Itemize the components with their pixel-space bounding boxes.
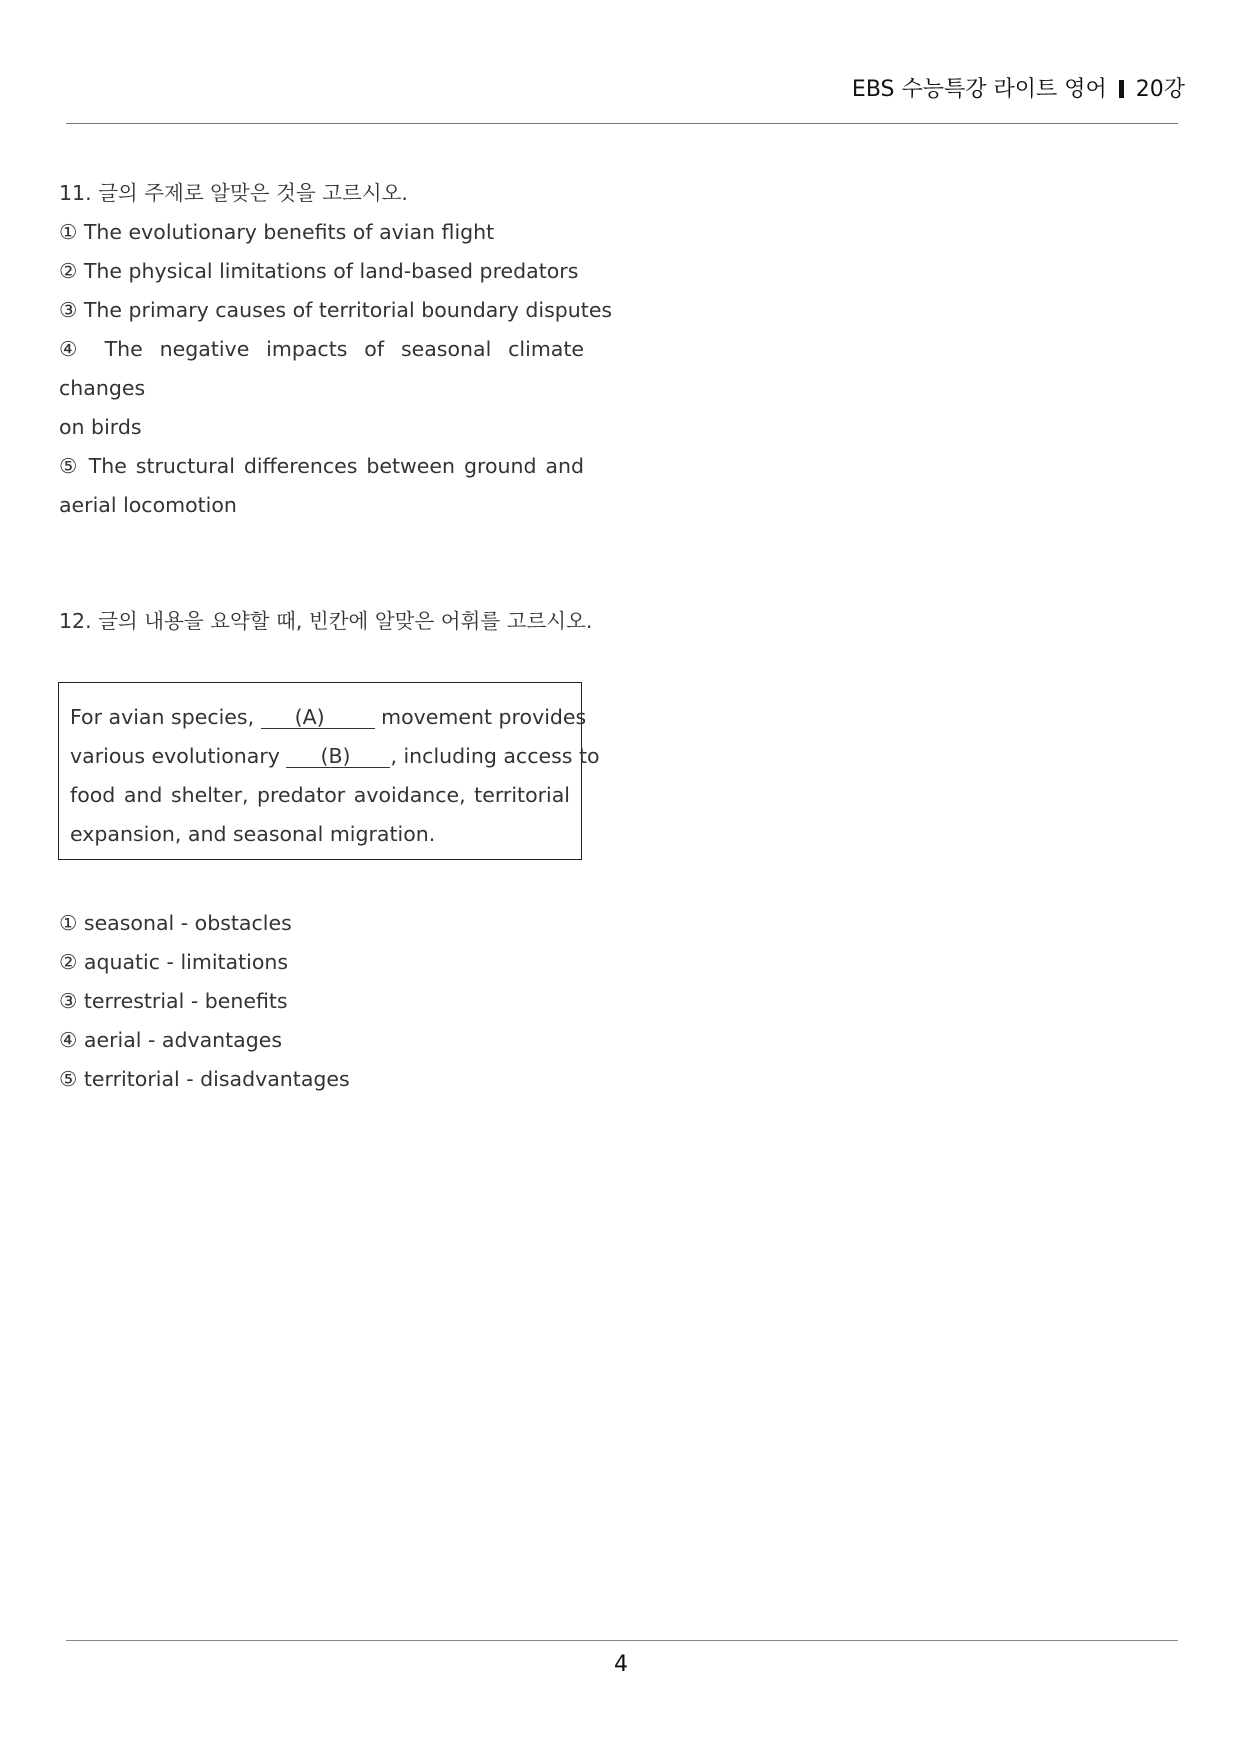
summary-line-4: expansion, and seasonal migration. [70, 822, 436, 846]
summary-text: For avian species, [70, 705, 255, 729]
question-12-choice-5: ⑤ territorial - disadvantages [59, 1067, 350, 1091]
question-12-prompt: 12. 글의 내용을 요약할 때, 빈칸에 알맞은 어휘를 고르시오. [59, 609, 593, 633]
footer-divider [66, 1640, 1178, 1641]
question-11-choice-4: ④ The negative impacts of seasonal climate changes [59, 337, 584, 400]
page-header [852, 72, 1185, 103]
header-title: EBS 수능특강 라이트 영어 [851, 77, 1107, 102]
question-12-choice-2: ② aquatic - limitations [59, 950, 289, 974]
page-number: 4 [614, 1652, 628, 1677]
question-11-choice-4-cont: on birds [59, 415, 142, 439]
question-12-choice-1: ① seasonal - obstacles [59, 911, 292, 935]
summary-line-2 [70, 737, 600, 776]
blank-a: (A) [261, 706, 375, 729]
question-11-choice-1: ① The evolutionary benefits of avian flight [59, 220, 495, 244]
question-11-choice-3: ③ The primary causes of territorial boundary disputes [59, 298, 613, 322]
header-lesson: 20강 [1135, 77, 1185, 102]
summary-line-1 [70, 698, 587, 737]
question-11-choice-2: ② The physical limitations of land-based predators [59, 259, 579, 283]
question-11-prompt: 11. 글의 주제로 알맞은 것을 고르시오. [59, 181, 408, 205]
summary-box [58, 682, 600, 860]
question-11 [59, 174, 613, 525]
question-12-choices [59, 904, 584, 1099]
question-12-choice-4: ④ aerial - advantages [59, 1028, 283, 1052]
question-11-choice-5: ⑤ The structural differences between ground and [59, 454, 584, 478]
blank-b: (B) [286, 745, 390, 768]
summary-line-3: food and shelter, predator avoidance, territorial [70, 783, 570, 807]
summary-text: , including access to [390, 744, 600, 768]
summary-text: various evolutionary [70, 744, 280, 768]
summary-text: movement provides [381, 705, 587, 729]
header-separator [1119, 80, 1124, 98]
question-12-choice-3: ③ terrestrial - benefits [59, 989, 288, 1013]
header-divider [66, 123, 1178, 124]
question-11-choice-5-cont: aerial locomotion [59, 493, 237, 517]
